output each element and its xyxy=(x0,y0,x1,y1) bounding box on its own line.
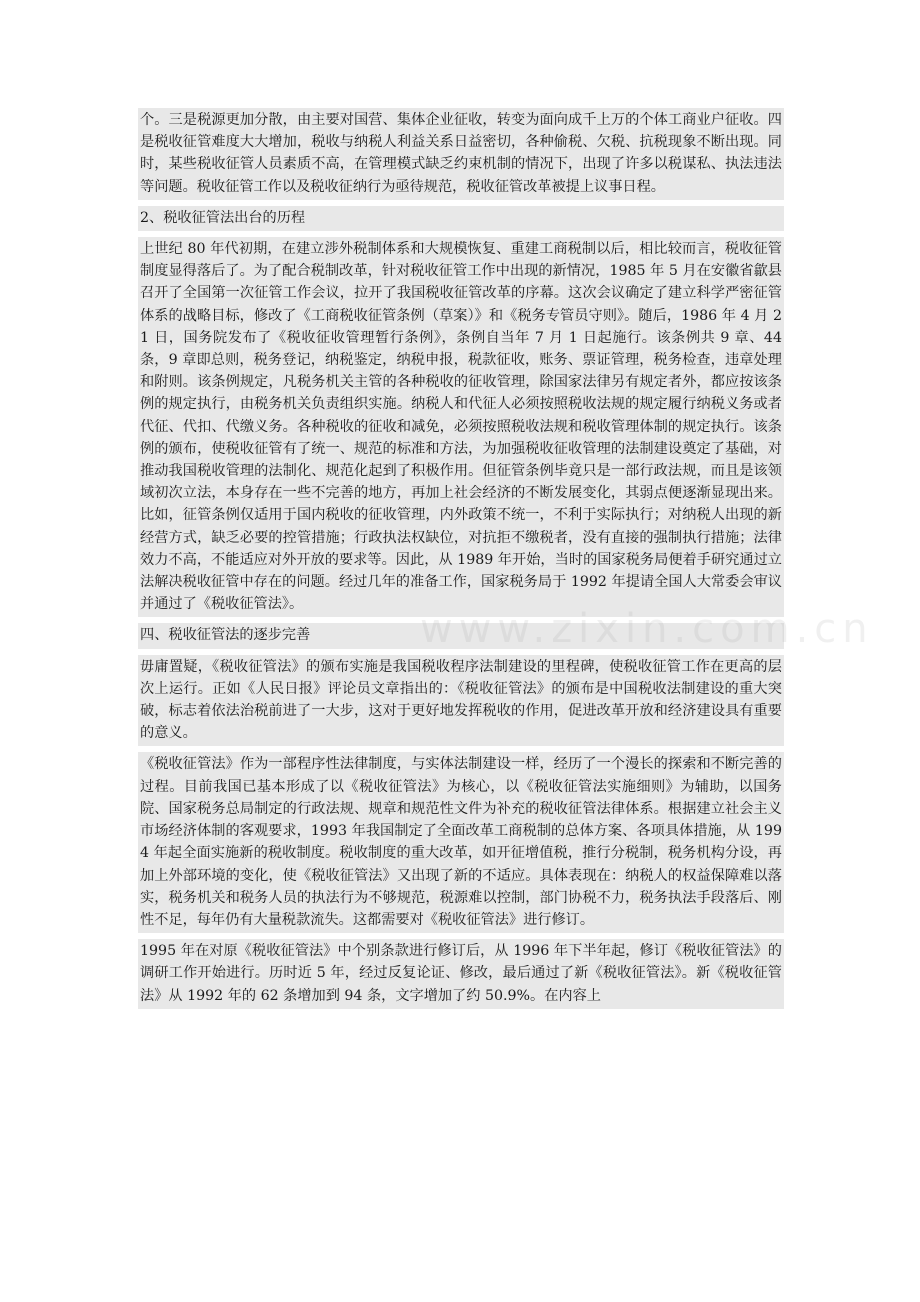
paragraph-milestone: 毋庸置疑，《税收征管法》的颁布实施是我国税收程序法制建设的里程碑，使税收征管工作在更高的层次上运行。正如《人民日报》评论员文章指出的：《税收征管法》的颁布是中国税收法制建设的重大突破，标志着依法治税前进了一大步，这对于更好地发挥税收的作用，促进改革开放和经济建设具有重要的意义。 xyxy=(138,655,784,747)
document-body xyxy=(138,108,784,1015)
paragraph-legal-system: 《税收征管法》作为一部程序性法律制度，与实体法制建设一样，经历了一个漫长的探索和不断完善的过程。目前我国已基本形成了以《税收征管法》为核心，以《税收征管法实施细则》为辅助，以国务院、国家税务总局制定的行政法规、规章和规范性文件为补充的税收征管法律体系。根据建立社会主义市场经济体制的客观要求，1993 年我国制定了全面改革工商税制的总体方案、各项具体措施，从 1994 年起全面实施新的税收制度。税收制度的重大改革，如开征增值税，推行分税制，税务机构分设，再加上外部环境的变化，使《税收征管法》又出现了新的不适应。具体表现在：纳税人的权益保障难以落实，税务机关和税务人员的执法行为不够规范，税源难以控制，部门协税不力，税务执法手段落后、刚性不足，每年仍有大量税款流失。这都需要对《税收征管法》进行修订。 xyxy=(138,752,784,933)
paragraph-history: 上世纪 80 年代初期，在建立涉外税制体系和大规模恢复、重建工商税制以后，相比较而言，税收征管制度显得落后了。为了配合税制改革，针对税收征管工作中出现的新情况，1985 年 5 月在安徽省歙县召开了全国第一次征管工作会议，拉开了我国税收征管改革的序幕。这次会议确定了建立科学严密征管体系的战略目标，修改了《工商税收征管条例（草案）》和《税务专管员守则》。随后，1986 年 4 月 21 日，国务院发布了《税收征收管理暂行条例》，条例自当年 7 月 1 日起施行。该条例共 9 章、44 条，9 章即总则，税务登记，纳税鉴定，纳税申报，税款征收，账务、票证管理，税务检查，违章处理和附则。该条例规定，凡税务机关主管的各种税收的征收管理，除国家法律另有规定者外，都应按该条例的规定执行，由税务机关负责组织实施。纳税人和代征人必须按照税收法规的规定履行纳税义务或者代征、代扣、代缴义务。各种税收的征收和减免，必须按照税收法规和税收管理体制的规定执行。该条例的颁布，使税收征管有了统一、规范的标准和方法，为加强税收征收管理的法制建设奠定了基础，对推动我国税收管理的法制化、规范化起到了积极作用。但征管条例毕竟只是一部行政法规，而且是该领域初次立法，本身存在一些不完善的地方，再加上社会经济的不断发展变化，其弱点便逐渐显现出来。比如，征管条例仅适用于国内税收的征收管理，内外政策不统一，不利于实际执行；对纳税人出现的新经营方式，缺乏必要的控管措施；行政执法权缺位，对抗拒不缴税者，没有直接的强制执行措施；法律效力不高，不能适应对外开放的要求等。因此，从 1989 年开始，当时的国家税务局便着手研究通过立法解决税收征管中存在的问题。经过几年的准备工作，国家税务局于 1992 年提请全国人大常委会审议并通过了《税收征管法》。 xyxy=(138,237,784,617)
section-heading-history: 2、税收征管法出台的历程 xyxy=(138,206,784,231)
paragraph-intro-continuation: 个。三是税源更加分散，由主要对国营、集体企业征收，转变为面向成千上万的个体工商业户征收。四是税收征管难度大大增加，税收与纳税人利益关系日益密切，各种偷税、欠税、抗税现象不断出现。同时，某些税收征管人员素质不高，在管理模式缺乏约束机制的情况下，出现了许多以税谋私、执法违法等问题。税收征管工作以及税收征纳行为亟待规范，税收征管改革被提上议事日程。 xyxy=(138,108,784,200)
paragraph-revision: 1995 年在对原《税收征管法》中个别条款进行修订后，从 1996 年下半年起，修订《税收征管法》的调研工作开始进行。历时近 5 年，经过反复论证、修改，最后通过了新《税收征管法》。新《税收征管法》从 1992 年的 62 条增加到 94 条，文字增加了约 50.9%。在内容上 xyxy=(138,939,784,1009)
section-heading-improvement: 四、税收征管法的逐步完善 xyxy=(138,623,784,648)
